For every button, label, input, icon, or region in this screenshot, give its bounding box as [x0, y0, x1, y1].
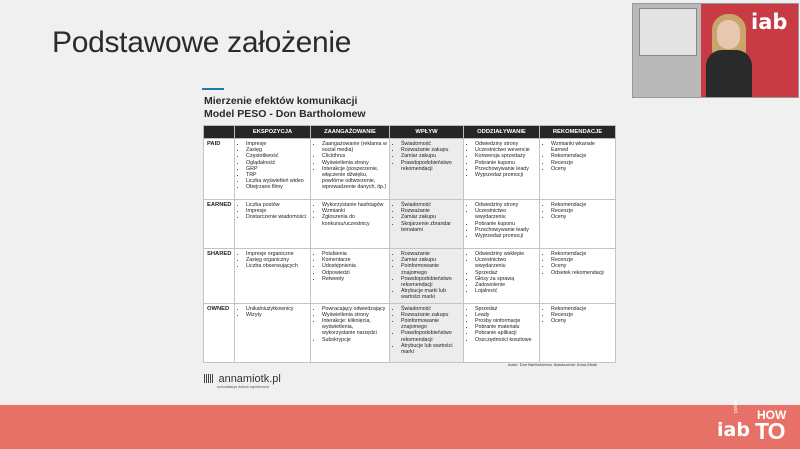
metric-item: • Obejrzane filmy — [246, 184, 308, 190]
metric-item: • Powracający odwiedzający — [322, 306, 387, 312]
metric-list — [313, 251, 387, 282]
metric-item: • Atrybucje marki lub wartości marki — [401, 288, 461, 300]
metric-item: • Konwersja sprzedaży — [475, 153, 537, 159]
metric-item: • Interakcje: kliknięcia, wyświetlenia, wykorzystanie narzędzi — [322, 318, 387, 337]
metric-item: • Polubienia — [322, 251, 387, 257]
metric-list — [466, 202, 537, 239]
metric-list — [466, 306, 537, 343]
table-cell — [540, 139, 616, 200]
metric-item: • Zadowolenie — [475, 282, 537, 288]
speaker-webcam — [632, 3, 799, 98]
metric-list — [237, 141, 308, 191]
metric-item: • Sprzedaż — [475, 306, 537, 312]
speaker-body — [706, 50, 752, 98]
metric-list — [237, 251, 308, 270]
metric-item: • Interakcje (poszerzenie, włączenie dźwięku, powtórne odtworzenie, wprowadzenie danych, itp.) — [322, 166, 387, 191]
metric-list — [313, 306, 387, 343]
metric-item: • Uczestnictwo wevencie — [475, 147, 537, 153]
metric-item: • Zasięg organiczny — [246, 257, 308, 263]
brand-logo — [204, 370, 281, 388]
metric-item: • Prawdopodobieństwo rekomendacji — [401, 330, 461, 342]
table-cell — [464, 200, 540, 249]
metric-item: • Impresje — [246, 208, 308, 214]
metric-item: • Recenzje — [551, 160, 613, 166]
metric-item: • Odwiedziny wsklepie — [475, 251, 537, 257]
metric-item: • Dostarczenie wiadomości — [246, 214, 308, 220]
metric-item: • Oceny — [551, 263, 613, 269]
table-cell — [235, 200, 311, 249]
metric-item: • Recenzje — [551, 312, 613, 318]
metric-item: • Oglądalność — [246, 160, 308, 166]
window-background — [639, 8, 697, 56]
accent-line — [202, 88, 224, 90]
metric-item: • Udostępnienia — [322, 263, 387, 269]
table-cell — [390, 249, 464, 304]
metric-item: • Sprzedaż — [475, 270, 537, 276]
table-cell — [311, 139, 390, 200]
metric-item: • Zgłoszenia do konkursu/uczestnicy — [322, 214, 387, 226]
table-cell — [311, 249, 390, 304]
metric-list — [392, 141, 461, 172]
metric-list — [542, 306, 613, 325]
metric-item: • Poinformowanie znajomego — [401, 318, 461, 330]
metric-item: • Liczba obserwujących — [246, 263, 308, 269]
metric-item: • Rekomendacje — [551, 202, 613, 208]
metric-item: • Pobranie kuponu — [475, 221, 537, 227]
metric-item: • GRP — [246, 166, 308, 172]
metric-item: • Wzmianki — [322, 208, 387, 214]
metric-list — [466, 251, 537, 294]
metric-item: • Prawdopodobieństwo rekomendacji — [401, 160, 461, 172]
metric-list — [542, 251, 613, 276]
metric-item: • Oceny — [551, 214, 613, 220]
metric-item: • Zamiar zakupu — [401, 214, 461, 220]
metric-item: • Unikalniużytkownicy — [246, 306, 308, 312]
metric-item: • Pobranie kuponu — [475, 160, 537, 166]
footer-country: polska — [733, 398, 739, 413]
table-cell — [464, 249, 540, 304]
table-cell — [311, 200, 390, 249]
slide-title: Podstawowe założenie — [52, 26, 352, 59]
metric-item: • Prośby oinformacje — [475, 318, 537, 324]
metric-item: • Wyświetlenia strony — [322, 160, 387, 166]
metric-list — [237, 202, 308, 221]
metric-item: • Recenzje — [551, 257, 613, 263]
metric-item: • Oszczędności kosztowe — [475, 337, 537, 343]
table-header-row — [204, 126, 616, 139]
metric-list — [542, 141, 613, 172]
slide-subtitle — [204, 95, 366, 121]
metric-list — [237, 306, 308, 318]
webcam-iab-logo: iab — [751, 10, 788, 34]
table-row — [204, 139, 616, 200]
brand-name: annamiotk.pl — [218, 373, 281, 385]
metric-list — [542, 202, 613, 221]
metric-item: • Rozważanie — [401, 251, 461, 257]
metric-item: • Prawdopodobieństwo rekomendacji — [401, 276, 461, 288]
metric-item: • Rozważanie zakupu — [401, 312, 461, 318]
source-note: Autor: Don Bartholomew, tłumaczenie: Anna Miotk — [508, 362, 597, 367]
event-footer-bar — [0, 405, 800, 449]
metric-item: • Impresje organiczne — [246, 251, 308, 257]
metric-item: • Rozważanie zakupu — [401, 147, 461, 153]
metric-item: • Zamiar zakupu — [401, 257, 461, 263]
table-row — [204, 200, 616, 249]
table-cell — [235, 303, 311, 362]
metric-item: • Skojarzenie zbrandar tematami — [401, 221, 461, 233]
metric-item: • Subskrypcje — [322, 337, 387, 343]
metric-item: • Przechowywanie leady — [475, 227, 537, 233]
table-row — [204, 303, 616, 362]
metric-item: • Poinformowanie znajomego — [401, 263, 461, 275]
column-header: WPŁYW — [390, 126, 464, 139]
metric-item: • Wizyty — [246, 312, 308, 318]
footer-to-text: TO — [755, 418, 785, 444]
table-cell — [540, 200, 616, 249]
metric-item: • Uczestnictwo wwydarzeniu — [475, 257, 537, 269]
metric-list — [466, 141, 537, 178]
metric-list — [313, 202, 387, 227]
metric-list — [392, 251, 461, 301]
metric-item: • Komentarze — [322, 257, 387, 263]
metric-item: • Oceny — [551, 318, 613, 324]
metric-item: • Zasięg — [246, 147, 308, 153]
table-cell — [390, 139, 464, 200]
metric-item: • Lojalność — [475, 288, 537, 294]
metric-item: • Wzmianki wkanale Earned — [551, 141, 613, 153]
metric-item: • Przechowywanie leady — [475, 166, 537, 172]
metric-item: • Rekomendacje — [551, 306, 613, 312]
metric-item: • Retweety — [322, 276, 387, 282]
metric-item: • Wyświetlenia strony — [322, 312, 387, 318]
metric-item: • Wykorzystanie hashtagów — [322, 202, 387, 208]
metric-item: • TRP — [246, 172, 308, 178]
metric-item: • Odpowiedzi — [322, 270, 387, 276]
table-row — [204, 249, 616, 304]
footer-how-text: HOW — [757, 408, 787, 422]
speaker-face — [717, 20, 740, 49]
table-cell — [311, 303, 390, 362]
header-corner — [204, 126, 235, 139]
table-cell — [390, 200, 464, 249]
metric-item: • Rekomendacje — [551, 251, 613, 257]
metric-item: • Leady — [475, 312, 537, 318]
metric-list — [313, 141, 387, 191]
table-cell — [390, 303, 464, 362]
metric-item: • Atrybucje lub wartości marki — [401, 343, 461, 355]
row-label: SHARED — [204, 249, 235, 304]
barcode-icon — [204, 370, 214, 388]
table-cell — [235, 249, 311, 304]
metric-item: • Clickthrus — [322, 153, 387, 159]
metric-item: • Wyprzedaż promocji — [475, 172, 537, 178]
metric-item: • Odwiedziny strony — [475, 202, 537, 208]
metric-item: • Impresje — [246, 141, 308, 147]
metric-item: • Pobranie aplikacji — [475, 330, 537, 336]
metric-item: • Pobranie materiału — [475, 324, 537, 330]
metric-item: • Głosy za sprawą — [475, 276, 537, 282]
table-cell — [235, 139, 311, 200]
subtitle-line-2: Model PESO - Don Bartholomew — [204, 108, 366, 120]
metric-item: • Zamiar zakupu — [401, 153, 461, 159]
brand-tagline: komunikacja dobrze wymierzona — [217, 385, 270, 389]
metric-item: • Świadomość — [401, 306, 461, 312]
metric-item: • Odwiedziny strony — [475, 141, 537, 147]
metric-item: • Rozważanie — [401, 208, 461, 214]
metric-item: • Recenzje — [551, 208, 613, 214]
column-header: ODDZIAŁYWANIE — [464, 126, 540, 139]
footer-iab-logo: iab — [717, 419, 750, 441]
metric-item: • Liczba wyświetleń wideo — [246, 178, 308, 184]
metric-item: • Rekomendacje — [551, 153, 613, 159]
row-label: OWNED — [204, 303, 235, 362]
table-cell — [464, 303, 540, 362]
column-header: REKOMENDACJE — [540, 126, 616, 139]
metric-list — [392, 306, 461, 356]
metric-item: • Świadomość — [401, 141, 461, 147]
metric-item: • Świadomość — [401, 202, 461, 208]
column-header: ZAANGAŻOWANIE — [311, 126, 390, 139]
table-cell — [540, 249, 616, 304]
peso-model-table — [203, 125, 616, 363]
metric-item: • Uczestnictwo wwydarzeniu — [475, 208, 537, 220]
metric-item: • Zaangażowanie (reklama w social media) — [322, 141, 387, 153]
metric-list — [392, 202, 461, 233]
metric-item: • Wyprzedaż promocji — [475, 233, 537, 239]
metric-item: • Oceny — [551, 166, 613, 172]
metric-item: • Odsetek rekomendacji — [551, 270, 613, 276]
row-label: EARNED — [204, 200, 235, 249]
subtitle-line-1: Mierzenie efektów komunikacji — [204, 95, 358, 107]
column-header: EKSPOZYCJA — [235, 126, 311, 139]
metric-item: • Częstotliwość — [246, 153, 308, 159]
metric-item: • Liczba postów — [246, 202, 308, 208]
table-cell — [464, 139, 540, 200]
row-label: PAID — [204, 139, 235, 200]
table-cell — [540, 303, 616, 362]
